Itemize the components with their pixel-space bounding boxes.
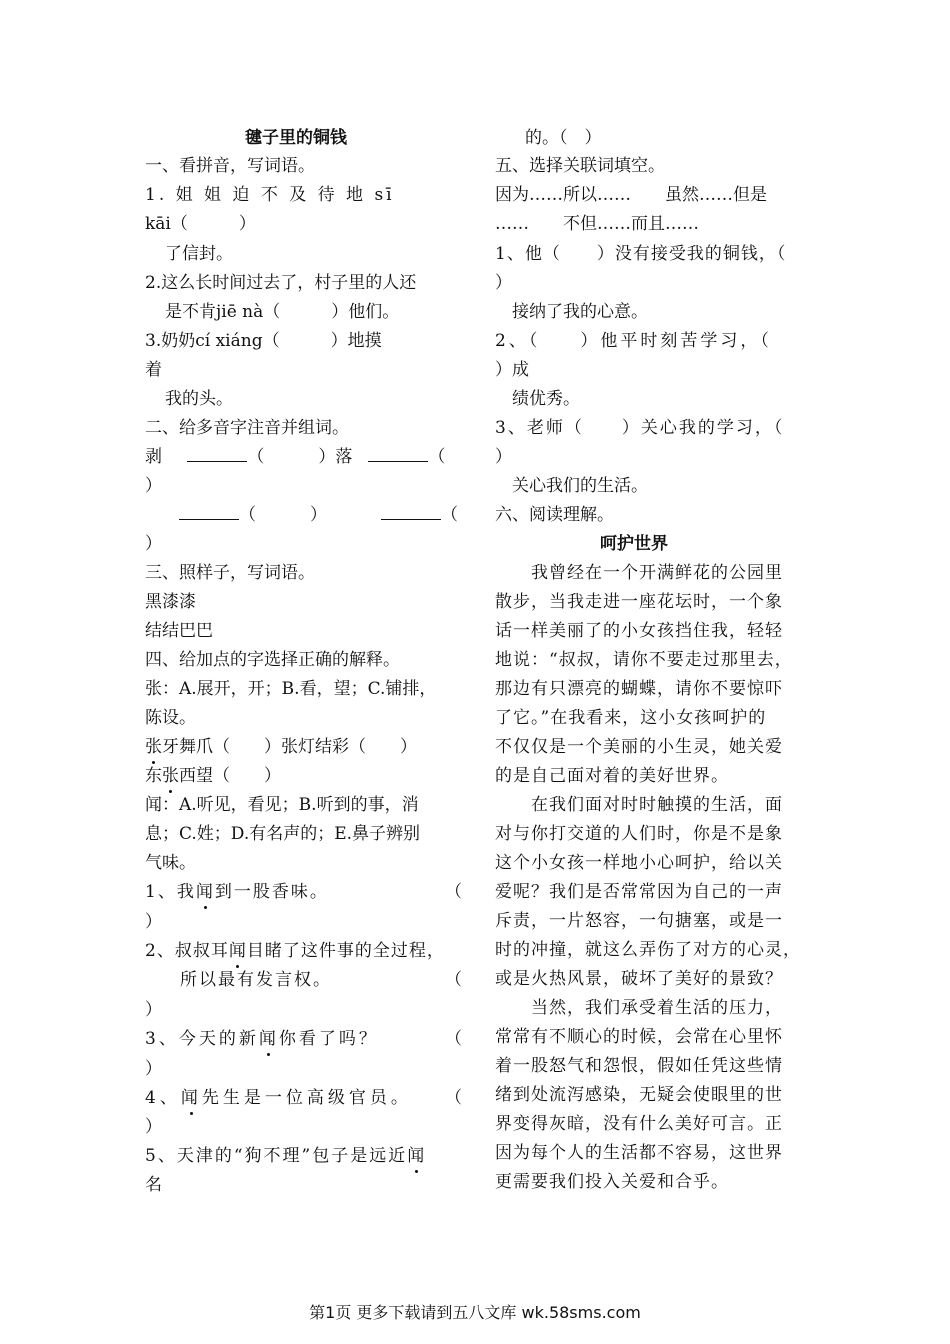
dotted-char: 闻 [407, 1146, 427, 1166]
passage-title: 呵护世界 [600, 534, 668, 554]
dotted-char: 张 [145, 737, 162, 757]
conj-question-1-a: 1、他（ ）没有接受我的铜钱，（ [495, 244, 787, 264]
right-top-continuation: 的。（ ） [525, 128, 602, 148]
paren-close-line: ） [145, 912, 162, 932]
word-zhangdengjiecai: 张灯结彩（ ） [281, 737, 417, 757]
q-pre: 4、 [145, 1088, 181, 1108]
q-post: 你看了吗？ [278, 1029, 379, 1049]
wen-question-3 [145, 1027, 379, 1051]
section-3-header: 三、照样子，写词语。 [145, 563, 315, 583]
conj-question-1-b: ） [495, 273, 512, 293]
passage-line: 那边有只漂亮的蝴蝶，请你不要惊吓 [495, 679, 783, 699]
dotted-char: 闻 [228, 941, 247, 961]
q-post: 先生是一位高级官员。 [201, 1088, 412, 1108]
passage-line: 在我们面对时时触摸的生活，面 [495, 795, 783, 815]
q1-3-line-a: 3.奶奶cí xiáng（ ）地摸 [145, 331, 382, 351]
paren-close-line: ） [145, 1000, 162, 1020]
dotted-char: 闻 [258, 1029, 279, 1049]
answer-blank[interactable] [368, 445, 428, 462]
q1-1-line-a: 1. 姐 姐 迫 不 及 待 地 sī [145, 185, 395, 205]
section-1-header: 一、看拼音，写词语。 [145, 156, 315, 176]
wen-question-2-b: 所以最有发言权。 [180, 970, 332, 990]
q-pre: 5、天津的“狗不理”包子是远近 [145, 1146, 408, 1166]
paren-close: ） [310, 505, 327, 525]
word-pre: 东 [145, 766, 162, 786]
conj-question-2-a: 2、（ ）他平时刻苦学习，（ [495, 331, 772, 351]
wen-question-4 [145, 1086, 412, 1110]
example-word-1: 黑漆漆 [145, 592, 196, 612]
dotted-char: 闻 [180, 1088, 202, 1108]
zhang-definition-b: 陈设。 [145, 708, 196, 728]
paren-close-line: ） [145, 534, 162, 554]
wen-question-2 [145, 939, 445, 963]
wen-definition-a: 闻：A.听见，看见；B.听到的事，消 [145, 795, 419, 815]
zhang-words-row-2 [145, 764, 281, 788]
passage-line: 地说：“叔叔，请你不要走过那里去， [495, 650, 793, 670]
dotted-char: 闻 [195, 882, 215, 902]
conj-question-2-c: 绩优秀。 [512, 389, 580, 409]
paren-close-line: ） [145, 476, 162, 496]
section-5-header: 五、选择关联词填空。 [495, 156, 665, 176]
paren-open: （ [445, 970, 462, 990]
passage-line: 或是火热风景，破坏了美好的景致？ [495, 969, 783, 989]
passage-line: 当然，我们承受着生活的压力， [495, 998, 783, 1018]
passage-line: 界变得灰暗，没有什么美好可言。正 [495, 1114, 783, 1134]
paren-open: （ [445, 1029, 462, 1049]
passage-line: 着一股怒气和怨恨，假如任凭这些情 [495, 1056, 783, 1076]
passage-line: 对与你打交道的人们时，你是不是象 [495, 824, 783, 844]
word-rest: 西望（ ） [179, 766, 281, 786]
passage-line: 这个小女孩一样地小心呵护，给以关 [495, 853, 783, 873]
page-footer: 第1页 更多下载请到五八文库 wk.58sms.com [309, 1303, 641, 1322]
section-2-header: 二、给多音字注音并组词。 [145, 418, 349, 438]
passage-line: 斥责，一片怒容，一句搪塞，或是一 [495, 911, 783, 931]
answer-blank[interactable] [179, 503, 239, 520]
passage-line: 话一样美丽了的小女孩挡住我，轻轻 [495, 621, 783, 641]
conjunction-options-a: 因为……所以…… 虽然……但是 [495, 185, 767, 205]
wen-definition-b: 息；C.姓；D.有名声的；E.鼻子辨别 [145, 824, 421, 844]
q1-2-line-b: 是不肯jiē nà（ ）他们。 [165, 302, 400, 322]
polyphone-char-luo: 落 [335, 447, 353, 467]
passage-line: 的是自己面对着的美好世界。 [495, 766, 729, 786]
q1-1-line-c: 了信封。 [165, 244, 233, 264]
passage-line: 更需要我们投入关爱和合乎。 [495, 1172, 729, 1192]
passage-line: 爱呢？我们是否常常因为自己的一声 [495, 882, 783, 902]
word-rest: 牙舞爪（ ） [162, 737, 281, 757]
zhang-definition-a: 张：A.展开，开；B.看，望；C.铺排， [145, 679, 437, 699]
polyphone-row-1 [145, 445, 445, 469]
wen-question-1 [145, 880, 329, 904]
section-4-header: 四、给加点的字选择正确的解释。 [145, 650, 400, 670]
passage-line: 绪到处流泻感染，无疑会使眼里的世 [495, 1085, 783, 1105]
paren-open: （ [428, 447, 446, 467]
wen-question-5 [145, 1144, 426, 1168]
passage-line: 因为每个人的生活都不容易，这世界 [495, 1143, 783, 1163]
passage-line: 不仅仅是一个美丽的小生灵，她关爱 [495, 737, 783, 757]
paren-open: （ [441, 505, 458, 525]
polyphone-row-2 [145, 503, 458, 527]
answer-blank[interactable] [381, 503, 441, 520]
conj-question-1-c: 接纳了我的心意。 [512, 302, 648, 322]
passage-line: 时的冲撞，就这么弄伤了对方的心灵， [495, 940, 801, 960]
wen-question-5-b: 名 [145, 1175, 162, 1195]
conj-question-2-b: ）成 [495, 360, 529, 380]
polyphone-char-bo: 剥 [145, 447, 162, 467]
conj-question-3-c: 关心我们的生活。 [512, 476, 648, 496]
answer-blank[interactable] [187, 445, 247, 462]
q1-1-line-b: kāi（ ） [145, 214, 256, 234]
paren-close: ） [318, 447, 336, 467]
passage-line: 了它。”在我看来，这小女孩呵护的 [495, 708, 767, 728]
wen-definition-c: 气味。 [145, 853, 196, 873]
paren-open: （ [445, 882, 462, 902]
example-word-2: 结结巴巴 [145, 621, 213, 641]
paren-open: （ [445, 1088, 462, 1108]
paren-open: （ [239, 505, 256, 525]
q-post: 目睹了这件事的全过程， [246, 941, 445, 961]
q-post: 到一股香味。 [214, 882, 329, 902]
passage-line: 常常有不顺心的时候，会常在心里怀 [495, 1027, 783, 1047]
dotted-char: 张 [162, 766, 179, 786]
q1-3-line-b: 着 [145, 360, 162, 380]
q1-2-line-a: 2.这么长时间过去了，村子里的人还 [145, 273, 417, 293]
paren-open: （ [247, 447, 265, 467]
q-pre: 3、今天的新 [145, 1029, 259, 1049]
section-6-header: 六、阅读理解。 [495, 505, 614, 525]
zhang-words-row-1 [145, 735, 417, 759]
document-title: 毽子里的铜钱 [245, 128, 347, 148]
conj-question-3-a: 3、老师（ ）关心我的学习，（ [495, 418, 785, 438]
passage-line: 散步，当我走进一座花坛时，一个象 [495, 592, 783, 612]
conj-question-3-b: ） [495, 447, 512, 467]
q-pre: 1、我 [145, 882, 196, 902]
paren-close-line: ） [145, 1117, 162, 1137]
q1-3-line-c: 我的头。 [165, 389, 233, 409]
q-pre: 2、叔叔耳 [145, 941, 229, 961]
paren-close-line: ） [145, 1059, 162, 1079]
conjunction-options-b: …… 不但……而且…… [495, 214, 699, 234]
passage-line: 我曾经在一个开满鲜花的公园里 [495, 563, 783, 583]
